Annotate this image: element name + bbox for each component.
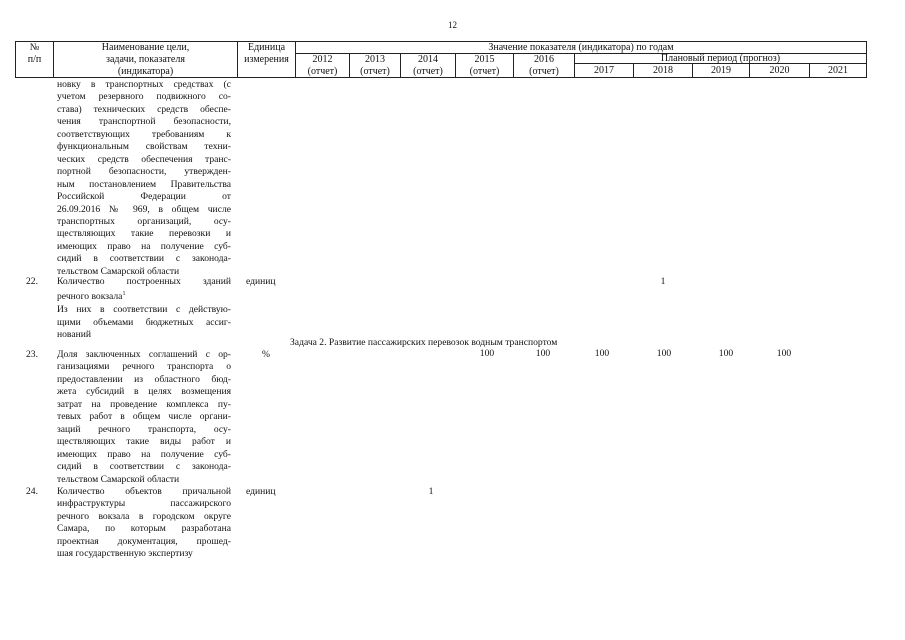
- footnote-mark: 1: [122, 291, 126, 298]
- header-name: Наименование цели, задачи, показателя (индикатора): [101, 42, 190, 77]
- row-unit: %: [262, 349, 270, 360]
- header-planned-group: Плановый период (прогноз): [660, 53, 781, 64]
- header-year-2017: 2017: [594, 65, 614, 76]
- header-year-2013: 2013 (отчет): [360, 54, 390, 77]
- value-2021: 100: [776, 348, 792, 359]
- row-number: 23.: [26, 349, 38, 360]
- header-year-2012: 2012 (отчет): [307, 54, 338, 77]
- row-unit: единиц: [246, 486, 276, 497]
- header-year-2015: 2015 (отчет): [469, 54, 500, 77]
- task-heading: Задача 2. Развитие пассажирских перевозок водным транспортом: [290, 337, 558, 348]
- value-2016: 100: [479, 348, 495, 359]
- page-number: 12: [448, 20, 457, 30]
- row-name: Доля заключенных соглашений с ор- ганизациями речного транспорта о предоставлении из областного бюд- жета субсидий в целях возмещения затрат на проведение комплекса пу- тевых работ в общем числе органи- заций речного транспорта, осу- ществляющих такие виды работ и имеющих право на получение суб- сидий в соответствии с законода- тельством Самарской области: [57, 349, 231, 485]
- row-number: 22.: [26, 276, 38, 287]
- value-2017: 100: [535, 348, 551, 359]
- header-unit: Единица измерения: [244, 42, 289, 65]
- header-year-2019: 2019: [711, 65, 731, 76]
- row-unit: единиц: [246, 276, 276, 287]
- row-name: Количество объектов причальной инфраструктуры пассажирского речного вокзала в городском округе Самара, по которым разработана проектная документация, прошед- шая государственную экспертизу: [57, 486, 231, 560]
- header-year-2016: 2016 (отчет): [529, 54, 559, 77]
- row-number: 24.: [26, 486, 38, 497]
- value-2020: 100: [718, 348, 734, 359]
- value-2015: 1: [428, 486, 434, 497]
- header-year-2018: 2018: [653, 65, 673, 76]
- header-values-group: Значение показателя (индикатора) по годам: [488, 42, 674, 53]
- row-name: Количество построенных зданий речного вокзала$^1$ Из них в соответствии с действую- щими объемами бюджетных ассиг- нований: [57, 276, 231, 340]
- value-2018: 100: [594, 348, 610, 359]
- header-year-2021: 2021: [828, 65, 848, 76]
- header-year-2020: 2020: [769, 65, 790, 76]
- header-year-2014: 2014 (отчет): [413, 54, 443, 77]
- continuation-text: новку в транспортных средствах (с учетом резервного подвижного со- става) технических средств обеспе- чения транспортной безопасности, соответствующих требованиям к функциональным свойствам техни- ческих средств обеспечения транс- портной безопасности, утвержден- ным постановлением Правительства Российской Федерации от 26.09.2016 № 969, в общем числе транспортных организаций, осу- ществляющих такие перевозки и имеющих право на получение суб- сидий в соответствии с законода- тельством Самарской области: [57, 79, 231, 277]
- value-2018: 1: [660, 276, 666, 287]
- value-2019: 100: [656, 348, 672, 359]
- header-no: № п/п: [27, 42, 42, 65]
